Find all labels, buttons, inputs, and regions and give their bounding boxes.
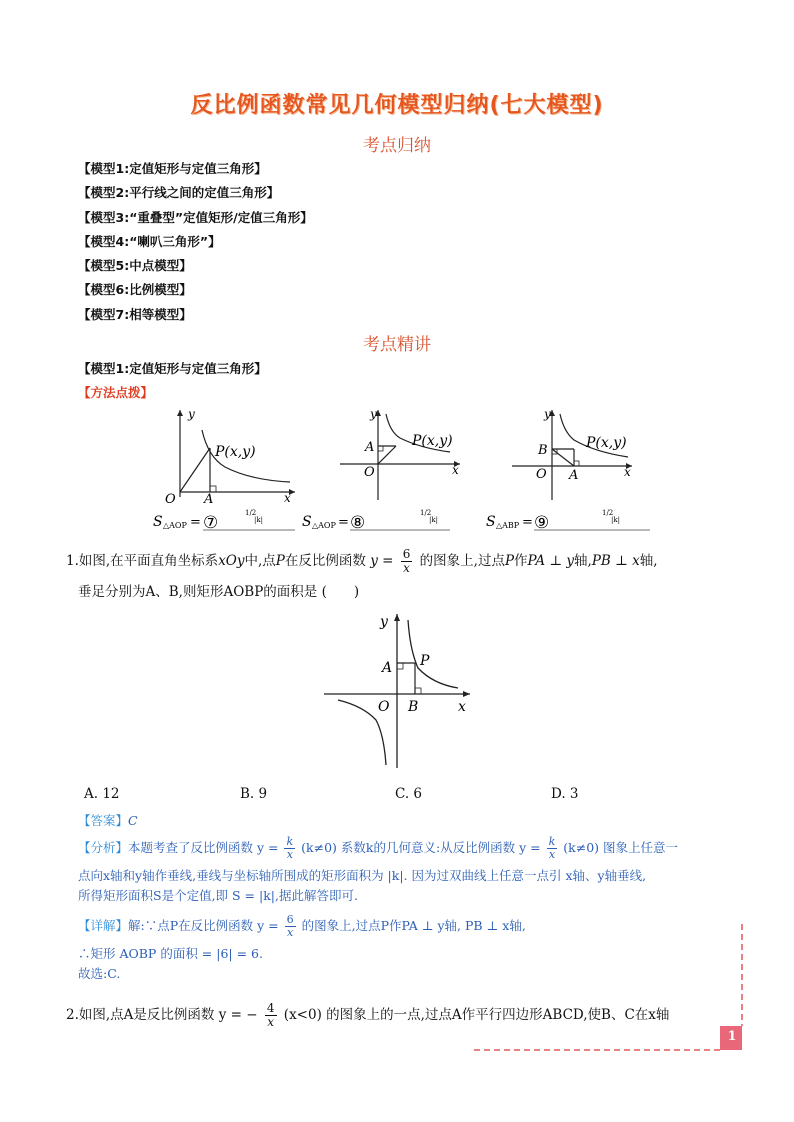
- analysis-line2: 点向x轴和y轴作垂线,垂线与坐标轴所围成的矩形面积为 |k|. 因为过双曲线上任意一点引 x轴、y轴垂线,: [78, 868, 647, 883]
- detail-line2: ∴矩形 AOBP 的面积 = |6| = 6.: [78, 946, 263, 961]
- d2-x-label: x: [452, 463, 459, 477]
- q1-figure: [318, 610, 478, 770]
- page-title: 反比例函数常见几何模型归纳(七大模型): [190, 93, 604, 118]
- model-item-7: 【模型7:相等模型】: [78, 307, 192, 322]
- d1-fraction: 1/2: [245, 509, 257, 517]
- d2-area-sub: △AOP: [312, 521, 336, 530]
- page-number: 1: [727, 1029, 737, 1044]
- d1-abs: |k|: [254, 516, 263, 524]
- current-model-heading: 【模型1:定值矩形与定值三角形】: [78, 361, 267, 376]
- d3-point-label: P(x,y): [586, 435, 627, 451]
- d1-area-label: S: [153, 514, 163, 530]
- d3-fraction: 1/2: [602, 509, 614, 517]
- question-1-line1: 1.如图,在平面直角坐标系xOy中,点P在反比例函数 y = $\frac{6}{x}$ 的图象上,过点P作PA ⊥ y轴,PB ⊥ x轴,: [66, 547, 658, 575]
- q1-p-label: P: [420, 653, 430, 669]
- d2-fraction: 1/2: [420, 509, 432, 517]
- q2-number: 2.: [66, 1007, 79, 1023]
- svg-text:=: =: [338, 515, 349, 530]
- svg-text:=: =: [190, 515, 201, 530]
- d3-area-label: S: [486, 514, 496, 530]
- question-2-line1: 2.如图,点A是反比例函数 y = − $\frac{4}{x}$ (x<0) 的图象上的一点,过点A作平行四边形ABCD,使B、C在x轴: [66, 1001, 670, 1029]
- d3-area-sub: △ABP: [496, 521, 520, 530]
- q1-b-label: B: [408, 699, 419, 715]
- diagram-3: [486, 407, 650, 532]
- d2-foot-label: A: [365, 440, 375, 455]
- choice-b[interactable]: B. 9: [240, 786, 268, 802]
- svg-text:=: =: [522, 515, 533, 530]
- d2-area-label: S: [302, 514, 312, 530]
- d2-origin-label: O: [364, 465, 375, 480]
- d1-foot-label: A: [204, 492, 214, 507]
- model-item-1: 【模型1:定值矩形与定值三角形】: [78, 161, 267, 176]
- d1-circled: ⑦: [203, 513, 219, 532]
- q1-a-label: A: [382, 660, 393, 676]
- q1-x-label: x: [458, 699, 466, 715]
- choice-a[interactable]: A. 12: [84, 786, 120, 802]
- method-label: 【方法点拨】: [78, 385, 154, 400]
- model-item-3: 【模型3:“重叠型”定值矩形/定值三角形】: [78, 210, 313, 225]
- d1-x-label: x: [284, 491, 291, 505]
- method-diagrams: [150, 402, 670, 532]
- q2-fraction: $\frac{4}{x}$: [266, 1001, 275, 1029]
- d3-foot2-label: A: [569, 468, 579, 483]
- answer-line: [78, 811, 138, 831]
- d3-y-label: y: [544, 407, 551, 421]
- d2-y-label: y: [370, 407, 377, 421]
- d3-origin-label: O: [536, 467, 547, 482]
- analysis-line1: 【分析】本题考查了反比例函数 y = $\frac{k}{x}$ (k≠0) 系数k的几何意义:从反比例函数 y = $\frac{k}{x}$ (k≠0) 图象上任意一: [78, 835, 679, 861]
- q1-o-label: O: [378, 699, 390, 715]
- model-item-2: 【模型2:平行线之间的定值三角形】: [78, 185, 280, 200]
- model-item-6: 【模型6:比例模型】: [78, 282, 192, 297]
- choice-c[interactable]: C. 6: [395, 786, 423, 802]
- d2-point-label: P(x,y): [412, 433, 453, 449]
- q1-y-label: y: [380, 614, 388, 630]
- section-heading-explain: 考点精讲: [363, 335, 431, 355]
- model-item-4: 【模型4:“喇叭三角形”】: [78, 234, 221, 249]
- d1-area-sub: △AOP: [163, 521, 187, 530]
- d2-abs: |k|: [429, 516, 438, 524]
- d2-circled: ⑧: [350, 513, 366, 532]
- q1-fraction: $\frac{6}{x}$: [402, 547, 411, 575]
- d1-origin-label: O: [165, 492, 176, 507]
- choice-d[interactable]: D. 3: [551, 786, 579, 802]
- detail-line1: 【详解】解:∵点P在反比例函数 y = $\frac{6}{x}$ 的图象上,过点P作PA ⊥ y轴, PB ⊥ x轴,: [78, 913, 526, 939]
- analysis-line3: 所得矩形面积S是个定值,即 S = |k|,据此解答即可.: [78, 888, 358, 903]
- detail-line3: 故选:C.: [78, 966, 121, 981]
- diagram-2: [302, 407, 460, 532]
- q1-number: 1.: [66, 553, 79, 569]
- question-1-line2: 垂足分别为A、B,则矩形AOBP的面积是 ( ): [78, 584, 360, 600]
- d1-point-label: P(x,y): [215, 444, 256, 460]
- d3-abs: |k|: [611, 516, 620, 524]
- section-heading-summary: 考点归纳: [363, 136, 431, 156]
- d1-y-label: y: [188, 407, 195, 421]
- model-item-5: 【模型5:中点模型】: [78, 258, 192, 273]
- answer-label: 【答案】: [78, 813, 129, 828]
- d3-foot1-label: B: [538, 443, 548, 458]
- diagram-1: [153, 407, 295, 532]
- d3-circled: ⑨: [534, 513, 550, 532]
- answer-value: C: [128, 813, 138, 828]
- d3-x-label: x: [624, 465, 631, 479]
